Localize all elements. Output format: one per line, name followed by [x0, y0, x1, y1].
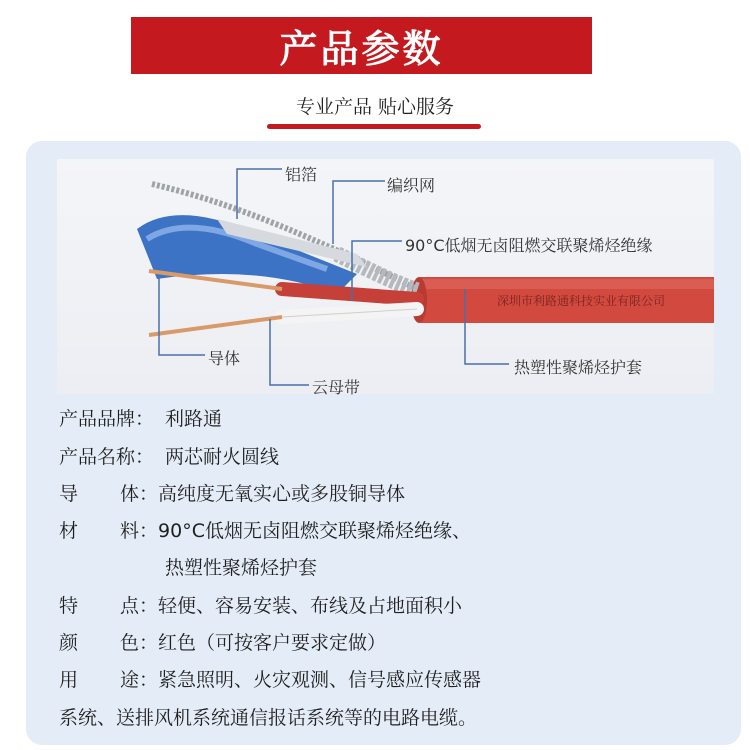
page-title: 产品参数 [279, 27, 444, 71]
use-value-1: 紧急照明、火灾观测、信号感应传感器 [158, 669, 482, 691]
label-mica: 云母带 [312, 378, 361, 397]
label-braid: 编织网 [387, 176, 436, 195]
label-conductor: 导体 [208, 349, 241, 368]
label-foil: 铝箔 [285, 165, 318, 184]
material-label-a: 材 [59, 520, 79, 542]
page-subtitle: 专业产品 贴心服务 [295, 96, 455, 118]
material-label-b: 料： [120, 520, 159, 542]
color-label-a: 颜 [59, 632, 79, 654]
label-sheath: 热塑性聚烯烃护套 [514, 358, 643, 377]
material-value-2: 热塑性聚烯烃护套 [165, 557, 318, 579]
callout-line-braid [333, 181, 385, 244]
name-value: 两芯耐火圆线 [165, 446, 280, 468]
spec-row-use-cont [59, 703, 477, 730]
title-banner [131, 17, 592, 74]
copper-conductor-2 [149, 317, 282, 335]
spec-row-feature [59, 591, 462, 618]
cable-print-text: 深圳市利路通科技实业有限公司 [497, 294, 666, 308]
spec-row-name [59, 442, 279, 469]
conductor-value: 高纯度无氧实心或多股铜导体 [158, 483, 406, 505]
spec-row-material [59, 516, 471, 543]
brand-value: 利路通 [165, 408, 223, 430]
spec-row-conductor [59, 479, 405, 506]
use-label-b: 途： [120, 669, 159, 691]
spec-row-brand [59, 404, 222, 431]
red-core [282, 289, 417, 299]
material-value-1: 90°C低烟无卤阻燃交联聚烯烃绝缘、 [158, 520, 471, 542]
feature-label-a: 特 [59, 595, 79, 617]
label-insulation: 90°C低烟无卤阻燃交联聚烯烃绝缘 [405, 236, 653, 255]
feature-value: 轻便、容易安装、布线及占地面积小 [158, 595, 463, 617]
brand-label: 产品品牌： [59, 408, 155, 430]
use-value-2: 系统、送排风机系统通信报话系统等的电路电缆。 [59, 707, 478, 729]
conductor-label-b: 体： [120, 483, 159, 505]
use-label-a: 用 [59, 669, 79, 691]
callout-line-mica [270, 319, 309, 385]
color-label-b: 色： [120, 632, 159, 654]
callout-line-conductor [159, 277, 205, 355]
spec-row-color [59, 628, 386, 655]
spec-row-use [59, 665, 481, 692]
name-label: 产品名称： [59, 446, 155, 468]
feature-label-b: 点： [120, 595, 159, 617]
conductor-label-a: 导 [59, 483, 79, 505]
spec-row-material-cont [165, 553, 317, 580]
color-value: 红色（可按客户要求定做） [158, 632, 387, 654]
subtitle-underline [267, 124, 481, 129]
